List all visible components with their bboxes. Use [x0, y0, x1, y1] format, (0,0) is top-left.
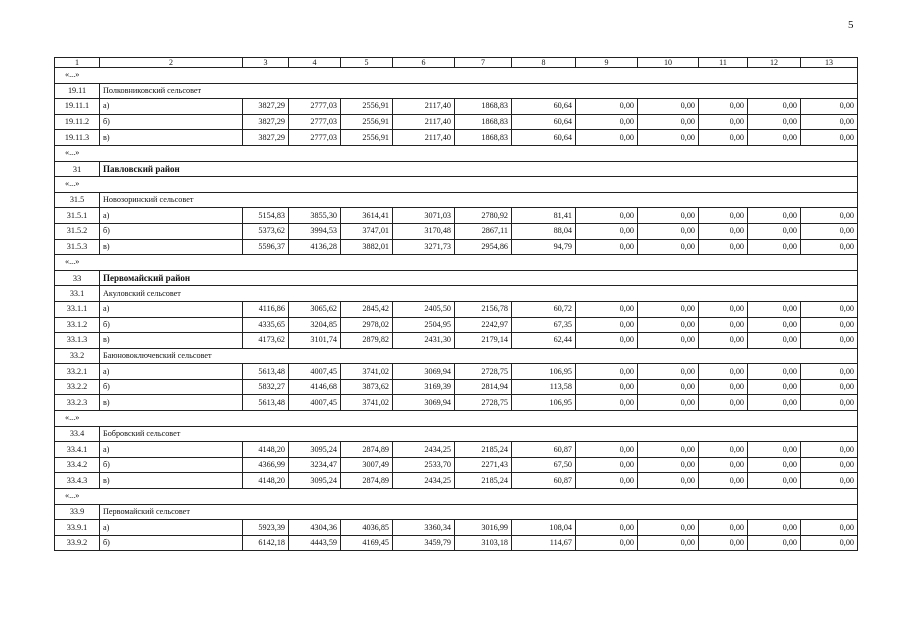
row-label: а) — [100, 364, 243, 380]
value-cell: 3234,47 — [289, 457, 341, 473]
district-name: Павловский район — [100, 161, 858, 177]
value-cell: 3741,02 — [341, 395, 393, 411]
value-cell: 0,00 — [576, 114, 638, 130]
column-header: 8 — [512, 58, 576, 68]
row-code: 19.11.3 — [55, 130, 100, 146]
value-cell: 2556,91 — [341, 114, 393, 130]
district-code: 31 — [55, 161, 100, 177]
row-label: б) — [100, 379, 243, 395]
value-cell: 3827,29 — [243, 99, 289, 115]
value-cell: 0,00 — [748, 442, 801, 458]
section-name: Полковниковский сельсовет — [100, 83, 858, 99]
value-cell: 0,00 — [801, 457, 858, 473]
column-header: 4 — [289, 58, 341, 68]
value-cell: 0,00 — [748, 520, 801, 536]
value-cell: 2874,89 — [341, 442, 393, 458]
row-label: б) — [100, 223, 243, 239]
value-cell: 60,64 — [512, 114, 576, 130]
value-cell: 113,58 — [512, 379, 576, 395]
value-cell: 62,44 — [512, 333, 576, 349]
row-code: 33.2.2 — [55, 379, 100, 395]
value-cell: 0,00 — [748, 99, 801, 115]
row-code: 31.5.3 — [55, 239, 100, 255]
value-cell: 60,64 — [512, 130, 576, 146]
value-cell: 0,00 — [699, 473, 748, 489]
value-cell: 2867,11 — [455, 223, 512, 239]
value-cell: 3882,01 — [341, 239, 393, 255]
row-label: в) — [100, 333, 243, 349]
value-cell: 2117,40 — [393, 114, 455, 130]
value-cell: 3095,24 — [289, 473, 341, 489]
value-cell: 0,00 — [699, 208, 748, 224]
value-cell: 0,00 — [748, 239, 801, 255]
value-cell: 0,00 — [801, 99, 858, 115]
row-code: 33.2.1 — [55, 364, 100, 380]
row-label: б) — [100, 317, 243, 333]
value-cell: 3360,34 — [393, 520, 455, 536]
value-cell: 0,00 — [801, 239, 858, 255]
table-body — [55, 58, 858, 551]
value-cell: 1868,83 — [455, 130, 512, 146]
value-cell: 0,00 — [801, 333, 858, 349]
value-cell: 0,00 — [748, 379, 801, 395]
value-cell: 0,00 — [576, 442, 638, 458]
value-cell: 0,00 — [699, 333, 748, 349]
table-row — [55, 301, 858, 317]
section-row — [55, 504, 858, 520]
value-cell: 2431,30 — [393, 333, 455, 349]
value-cell: 3741,02 — [341, 364, 393, 380]
value-cell: 2728,75 — [455, 395, 512, 411]
value-cell: 3827,29 — [243, 114, 289, 130]
value-cell: 0,00 — [576, 535, 638, 551]
row-label: а) — [100, 301, 243, 317]
value-cell: 0,00 — [748, 535, 801, 551]
value-cell: 0,00 — [748, 395, 801, 411]
value-cell: 3614,41 — [341, 208, 393, 224]
ellipsis-mark: «...» — [55, 255, 858, 271]
value-cell: 3994,53 — [289, 223, 341, 239]
row-label: в) — [100, 130, 243, 146]
column-header: 1 — [55, 58, 100, 68]
value-cell: 0,00 — [576, 301, 638, 317]
value-cell: 3095,24 — [289, 442, 341, 458]
value-cell: 6142,18 — [243, 535, 289, 551]
value-cell: 0,00 — [576, 239, 638, 255]
row-code: 33.4.1 — [55, 442, 100, 458]
ellipsis-mark: «...» — [55, 177, 858, 193]
value-cell: 0,00 — [699, 301, 748, 317]
table-row — [55, 520, 858, 536]
table-row — [55, 395, 858, 411]
value-cell: 4443,59 — [289, 535, 341, 551]
row-label: в) — [100, 395, 243, 411]
value-cell: 5923,39 — [243, 520, 289, 536]
row-code: 19.11.2 — [55, 114, 100, 130]
row-code: 33.1.3 — [55, 333, 100, 349]
row-label: б) — [100, 457, 243, 473]
table-row — [55, 130, 858, 146]
value-cell: 0,00 — [576, 395, 638, 411]
value-cell: 0,00 — [699, 535, 748, 551]
column-header: 5 — [341, 58, 393, 68]
value-cell: 0,00 — [801, 379, 858, 395]
value-cell: 0,00 — [638, 223, 699, 239]
table-row — [55, 317, 858, 333]
value-cell: 0,00 — [699, 442, 748, 458]
value-cell: 0,00 — [576, 99, 638, 115]
value-cell: 0,00 — [576, 223, 638, 239]
ellipsis-row — [55, 255, 858, 271]
table-row — [55, 99, 858, 115]
column-header: 12 — [748, 58, 801, 68]
value-cell: 5832,27 — [243, 379, 289, 395]
value-cell: 0,00 — [801, 473, 858, 489]
value-cell: 60,87 — [512, 442, 576, 458]
value-cell: 81,41 — [512, 208, 576, 224]
value-cell: 2556,91 — [341, 99, 393, 115]
ellipsis-mark: «...» — [55, 489, 858, 505]
value-cell: 0,00 — [699, 520, 748, 536]
section-row — [55, 286, 858, 302]
value-cell: 3103,18 — [455, 535, 512, 551]
section-code: 33.1 — [55, 286, 100, 302]
table-row — [55, 114, 858, 130]
row-code: 31.5.1 — [55, 208, 100, 224]
value-cell: 4007,45 — [289, 364, 341, 380]
value-cell: 2845,42 — [341, 301, 393, 317]
value-cell: 2271,43 — [455, 457, 512, 473]
value-cell: 0,00 — [699, 99, 748, 115]
value-cell: 2874,89 — [341, 473, 393, 489]
section-row — [55, 426, 858, 442]
value-cell: 2777,03 — [289, 114, 341, 130]
value-cell: 0,00 — [699, 364, 748, 380]
value-cell: 0,00 — [576, 208, 638, 224]
value-cell: 67,35 — [512, 317, 576, 333]
value-cell: 0,00 — [576, 473, 638, 489]
value-cell: 3204,85 — [289, 317, 341, 333]
table-row — [55, 333, 858, 349]
value-cell: 2179,14 — [455, 333, 512, 349]
value-cell: 0,00 — [638, 130, 699, 146]
value-cell: 0,00 — [576, 317, 638, 333]
value-cell: 0,00 — [638, 379, 699, 395]
value-cell: 4335,65 — [243, 317, 289, 333]
section-code: 31.5 — [55, 192, 100, 208]
section-row — [55, 83, 858, 99]
value-cell: 2728,75 — [455, 364, 512, 380]
value-cell: 0,00 — [699, 317, 748, 333]
section-name: Первомайский сельсовет — [100, 504, 858, 520]
value-cell: 0,00 — [638, 520, 699, 536]
value-cell: 0,00 — [801, 130, 858, 146]
section-name: Бобровский сельсовет — [100, 426, 858, 442]
section-name: Акуловский сельсовет — [100, 286, 858, 302]
table-row — [55, 473, 858, 489]
value-cell: 0,00 — [576, 379, 638, 395]
value-cell: 5613,48 — [243, 395, 289, 411]
value-cell: 0,00 — [638, 364, 699, 380]
value-cell: 5613,48 — [243, 364, 289, 380]
value-cell: 2242,97 — [455, 317, 512, 333]
value-cell: 2504,95 — [393, 317, 455, 333]
value-cell: 0,00 — [748, 457, 801, 473]
value-cell: 4148,20 — [243, 442, 289, 458]
value-cell: 0,00 — [638, 442, 699, 458]
row-label: б) — [100, 535, 243, 551]
value-cell: 2185,24 — [455, 473, 512, 489]
value-cell: 0,00 — [699, 114, 748, 130]
value-cell: 3169,39 — [393, 379, 455, 395]
value-cell: 2780,92 — [455, 208, 512, 224]
value-cell: 0,00 — [576, 364, 638, 380]
value-cell: 0,00 — [638, 473, 699, 489]
value-cell: 0,00 — [748, 130, 801, 146]
ellipsis-row — [55, 411, 858, 427]
value-cell: 3827,29 — [243, 130, 289, 146]
column-header: 3 — [243, 58, 289, 68]
value-cell: 0,00 — [638, 333, 699, 349]
column-header: 9 — [576, 58, 638, 68]
value-cell: 4007,45 — [289, 395, 341, 411]
ellipsis-mark: «...» — [55, 411, 858, 427]
value-cell: 5596,37 — [243, 239, 289, 255]
value-cell: 3016,99 — [455, 520, 512, 536]
value-cell: 4136,28 — [289, 239, 341, 255]
value-cell: 106,95 — [512, 364, 576, 380]
row-code: 31.5.2 — [55, 223, 100, 239]
section-code: 33.9 — [55, 504, 100, 520]
value-cell: 114,67 — [512, 535, 576, 551]
value-cell: 0,00 — [699, 239, 748, 255]
district-row — [55, 161, 858, 177]
value-cell: 0,00 — [638, 301, 699, 317]
value-cell: 0,00 — [801, 395, 858, 411]
table-row — [55, 364, 858, 380]
value-cell: 2777,03 — [289, 99, 341, 115]
value-cell: 0,00 — [748, 364, 801, 380]
row-label: а) — [100, 208, 243, 224]
value-cell: 60,64 — [512, 99, 576, 115]
value-cell: 5154,83 — [243, 208, 289, 224]
value-cell: 4146,68 — [289, 379, 341, 395]
value-cell: 106,95 — [512, 395, 576, 411]
value-cell: 0,00 — [638, 457, 699, 473]
row-label: б) — [100, 114, 243, 130]
district-name: Первомайский район — [100, 270, 858, 286]
table-row — [55, 223, 858, 239]
value-cell: 0,00 — [748, 223, 801, 239]
section-code: 33.4 — [55, 426, 100, 442]
value-cell: 67,50 — [512, 457, 576, 473]
section-row — [55, 192, 858, 208]
value-cell: 0,00 — [801, 223, 858, 239]
value-cell: 0,00 — [748, 114, 801, 130]
column-header: 11 — [699, 58, 748, 68]
value-cell: 94,79 — [512, 239, 576, 255]
value-cell: 4304,36 — [289, 520, 341, 536]
value-cell: 0,00 — [748, 301, 801, 317]
district-code: 33 — [55, 270, 100, 286]
row-label: в) — [100, 473, 243, 489]
value-cell: 60,87 — [512, 473, 576, 489]
value-cell: 0,00 — [801, 301, 858, 317]
value-cell: 2879,82 — [341, 333, 393, 349]
value-cell: 0,00 — [748, 333, 801, 349]
value-cell: 2814,94 — [455, 379, 512, 395]
value-cell: 4116,86 — [243, 301, 289, 317]
value-cell: 3170,48 — [393, 223, 455, 239]
value-cell: 2185,24 — [455, 442, 512, 458]
value-cell: 5373,62 — [243, 223, 289, 239]
header-row — [55, 58, 858, 68]
value-cell: 0,00 — [638, 99, 699, 115]
ellipsis-row — [55, 145, 858, 161]
value-cell: 0,00 — [748, 317, 801, 333]
table-row — [55, 442, 858, 458]
value-cell: 3855,30 — [289, 208, 341, 224]
value-cell: 0,00 — [801, 535, 858, 551]
value-cell: 0,00 — [576, 130, 638, 146]
table-row — [55, 208, 858, 224]
value-cell: 2405,50 — [393, 301, 455, 317]
row-code: 33.4.2 — [55, 457, 100, 473]
value-cell: 0,00 — [748, 473, 801, 489]
value-cell: 3071,03 — [393, 208, 455, 224]
value-cell: 4169,45 — [341, 535, 393, 551]
value-cell: 0,00 — [638, 114, 699, 130]
row-label: а) — [100, 442, 243, 458]
value-cell: 3101,74 — [289, 333, 341, 349]
value-cell: 4036,85 — [341, 520, 393, 536]
row-code: 19.11.1 — [55, 99, 100, 115]
value-cell: 0,00 — [699, 379, 748, 395]
value-cell: 2117,40 — [393, 99, 455, 115]
value-cell: 3873,62 — [341, 379, 393, 395]
ellipsis-mark: «...» — [55, 145, 858, 161]
value-cell: 4366,99 — [243, 457, 289, 473]
value-cell: 3271,73 — [393, 239, 455, 255]
value-cell: 2777,03 — [289, 130, 341, 146]
district-row — [55, 270, 858, 286]
value-cell: 0,00 — [638, 317, 699, 333]
section-name: Баюновоключевский сельсовет — [100, 348, 858, 364]
ellipsis-mark: «...» — [55, 68, 858, 84]
value-cell: 2533,70 — [393, 457, 455, 473]
column-header: 6 — [393, 58, 455, 68]
value-cell: 2978,02 — [341, 317, 393, 333]
row-label: а) — [100, 520, 243, 536]
value-cell: 0,00 — [748, 208, 801, 224]
table-row — [55, 457, 858, 473]
row-label: а) — [100, 99, 243, 115]
value-cell: 0,00 — [699, 395, 748, 411]
row-code: 33.1.2 — [55, 317, 100, 333]
table-row — [55, 379, 858, 395]
value-cell: 1868,83 — [455, 99, 512, 115]
section-code: 33.2 — [55, 348, 100, 364]
row-code: 33.4.3 — [55, 473, 100, 489]
value-cell: 0,00 — [801, 442, 858, 458]
value-cell: 0,00 — [699, 223, 748, 239]
row-code: 33.9.1 — [55, 520, 100, 536]
value-cell: 0,00 — [801, 317, 858, 333]
value-cell: 0,00 — [801, 520, 858, 536]
value-cell: 3459,79 — [393, 535, 455, 551]
value-cell: 0,00 — [576, 457, 638, 473]
value-cell: 0,00 — [801, 208, 858, 224]
value-cell: 0,00 — [638, 535, 699, 551]
ellipsis-row — [55, 68, 858, 84]
value-cell: 108,04 — [512, 520, 576, 536]
value-cell: 4173,62 — [243, 333, 289, 349]
value-cell: 3747,01 — [341, 223, 393, 239]
value-cell: 0,00 — [638, 239, 699, 255]
value-cell: 2156,78 — [455, 301, 512, 317]
section-code: 19.11 — [55, 83, 100, 99]
value-cell: 2434,25 — [393, 473, 455, 489]
column-header: 10 — [638, 58, 699, 68]
ellipsis-row — [55, 177, 858, 193]
value-cell: 0,00 — [576, 333, 638, 349]
value-cell: 2434,25 — [393, 442, 455, 458]
row-label: в) — [100, 239, 243, 255]
table-row — [55, 239, 858, 255]
value-cell: 0,00 — [801, 114, 858, 130]
section-name: Новозоринский сельсовет — [100, 192, 858, 208]
value-cell: 88,04 — [512, 223, 576, 239]
row-code: 33.9.2 — [55, 535, 100, 551]
value-cell: 4148,20 — [243, 473, 289, 489]
value-cell: 2117,40 — [393, 130, 455, 146]
value-cell: 2556,91 — [341, 130, 393, 146]
value-cell: 3069,94 — [393, 364, 455, 380]
column-header: 7 — [455, 58, 512, 68]
column-header: 2 — [100, 58, 243, 68]
value-cell: 0,00 — [638, 208, 699, 224]
value-cell: 1868,83 — [455, 114, 512, 130]
ellipsis-row — [55, 489, 858, 505]
column-header: 13 — [801, 58, 858, 68]
value-cell: 0,00 — [699, 130, 748, 146]
page-number: 5 — [848, 19, 854, 31]
value-cell: 0,00 — [576, 520, 638, 536]
value-cell: 60,72 — [512, 301, 576, 317]
value-cell: 0,00 — [638, 395, 699, 411]
value-cell: 0,00 — [699, 457, 748, 473]
table-row — [55, 535, 858, 551]
tariff-table — [54, 57, 858, 551]
value-cell: 2954,86 — [455, 239, 512, 255]
value-cell: 3007,49 — [341, 457, 393, 473]
value-cell: 3065,62 — [289, 301, 341, 317]
value-cell: 3069,94 — [393, 395, 455, 411]
value-cell: 0,00 — [801, 364, 858, 380]
section-row — [55, 348, 858, 364]
row-code: 33.1.1 — [55, 301, 100, 317]
row-code: 33.2.3 — [55, 395, 100, 411]
